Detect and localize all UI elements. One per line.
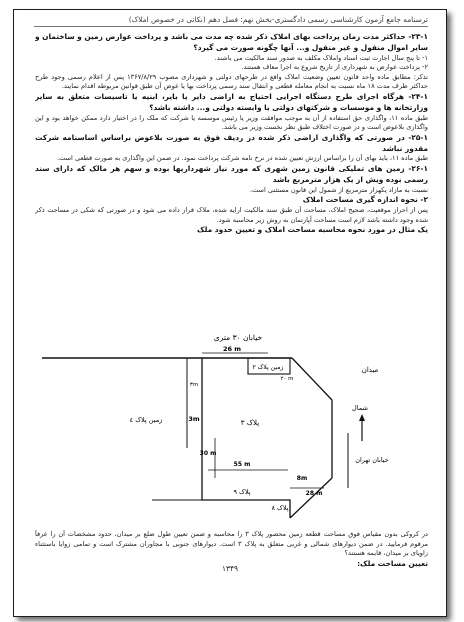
north-arrow-head-icon [359, 414, 365, 421]
document-page [13, 9, 447, 617]
paragraph-q23-2: ۲- پرداخت عوارض به شهرداری از تاریخ شروع به اجرا معاف هستند. [241, 63, 428, 72]
dim-side-mark-label: ۳m [189, 382, 199, 388]
plot-3-diagonal-1 [292, 358, 332, 400]
plot-3-diagonal-2 [290, 478, 332, 518]
paragraph-q23-note: تذکر: مطابق ماده واحد قانون تعیین وضعیت املاک واقع در طرحهای دولتی و شهرداری مصوب ۱۳۶۷/۸/۲۹ پس از اعلام رسمی وجود طرح حداکثر ظرف مدت ۱۸ ماه نسبت به انجام معامله قطعی و انتقال سند رسمی پرداخت بها یا عوض آن طبق قوانین مربوطه اقدام نمایند. [35, 72, 428, 91]
plot-4-label: زمین پلاک ٤ [129, 416, 163, 424]
street-top-label: خیابان ۳۰ متری [213, 333, 263, 342]
dim-30-label: 30 m [199, 450, 217, 457]
paragraph-s2-ans: پس از احراز موقعیت، صحیح املاک، مساحت آن طبق سند مالکیت ارایه شده، ملاک قرار داده می شود و در صورتی که شکی در مساحت ذکر شده وجود داشته باشد لازم است مساحت آپارتمان به روش زیر محاسبه شود. [35, 205, 428, 224]
plot-9-label: پلاک ۹ [233, 488, 251, 496]
street-tehran-label: خیابان تهران [355, 456, 389, 464]
paragraph-q23-1: ۱- تا پنج سال اجارت ثبت اسناد واملاک مکلف به صدور سند مالکیت می باشند. [214, 53, 428, 62]
dim-26-label: 26 m [222, 345, 242, 353]
plot-2-label: زمین پلاک ۲ [252, 364, 284, 371]
plot-3-label: پلاک ۳ [240, 419, 260, 427]
dim-55-label: 55 m [233, 461, 251, 468]
paragraph-exercise: در کروکی بدون مقیاس فوق مساحت قطعه زمین محصور پلاک ۳ را محاسبه و ضمن تعیین طول ضلع بر میدان، حدود مشخصات آن را عرفاً مرقوم فرمایید. در ضمن دیوارهای شمالی و غربی متعلق به پلاک ۳ است. دیوارهای جنوبی با مجاوران مشترک است و تمامی زوایا باستثناء زاویای بر میدان، قایمه هستند؟ [35, 530, 428, 558]
paragraph-q23: ۲۳-۱- حداکثر مدت زمان پرداخت بهای املاک ذکر شده چه مدت می باشد و پرداخت عوارض زمین و ساختمان و سایر اموال منقول و غیر منقول و... آنها چگونه صورت می گیرد؟ [35, 32, 428, 52]
dim-3m-label: 3m [188, 415, 200, 423]
paragraph-q24-ans: طبق ماده ۱۱، واگذاری حق استفاده از آن به موجب موافقت وزیر یا رئیس موسسه یا شرکت که ملک را در اختیار دارد ممکن خواهد بود و این واگذاری بلاعوض است و در صورت اختلاف طبق نظر نخست وزیر می باشد. [35, 113, 428, 132]
site-sketch-diagram [32, 328, 430, 526]
dim-20-label: ۲۰ m [280, 376, 294, 382]
plot-8-label: پلاک ۸ [271, 504, 289, 512]
paragraph-s2: ۲- نحوه اندازه گیری مساحت املاک [302, 195, 428, 205]
dim-28-label: 28 m [305, 490, 323, 497]
page-number: ۱۳۴۹ [221, 564, 239, 573]
paragraph-q24: ۲۴-۱- هرگاه اجرای طرح دستگاه اجرایی احتیاج به اراضی دایر یا بایر، ابنیه یا تاسیسات متعلق به سایر وزارتخانه ها و موسسات و شرکتهای دولتی یا وابسته دولتی و... داشته باشد؟ [35, 91, 428, 112]
body-text-top [35, 32, 428, 236]
page-header: ترسنامه جامع آزمون کارشناسی رسمی دادگستری-بخش نهم: فصل دهم (نکاتی در خصوص املاک) [34, 14, 428, 27]
dim-8m-label: 8m [296, 475, 308, 482]
paragraph-q26: ۲۶-۱- زمین های تملیکی قانون زمین شهری که مورد نیاز شهرداریها بوده و سهم هر مالک که دارای سند رسمی بوده ویش از یک هزار مترمربع باشد [35, 163, 428, 184]
paragraph-q25: ۲۵-۱- در صورتی که واگذاری اراضی ذکر شده در ردیف فوق به صورت بلاعوض براساس اساسنامه شرکت مقدور نباشد [35, 132, 428, 153]
square-label: میدان [361, 366, 379, 374]
paragraph-sol-title: تعیین مساحت ملک: [357, 558, 428, 568]
north-label: شمال [352, 404, 368, 412]
paragraph-q25-ans: طبق ماده ۱۱، باید بهای آن را براساس ارزش تعیین شده در نرخ نامه شرکت پرداخت نمود. در ضمن این واگذاری به صورت قطعی است. [56, 154, 428, 163]
paragraph-q26-ans: نسبت به مازاد یکهزار مترمربع از شمول این قانون مستثنی است. [249, 185, 428, 194]
paragraph-example-title: یک مثال در مورد نحوه محاسبه مساحت املاک و تعیین حدود ملک [197, 225, 428, 235]
